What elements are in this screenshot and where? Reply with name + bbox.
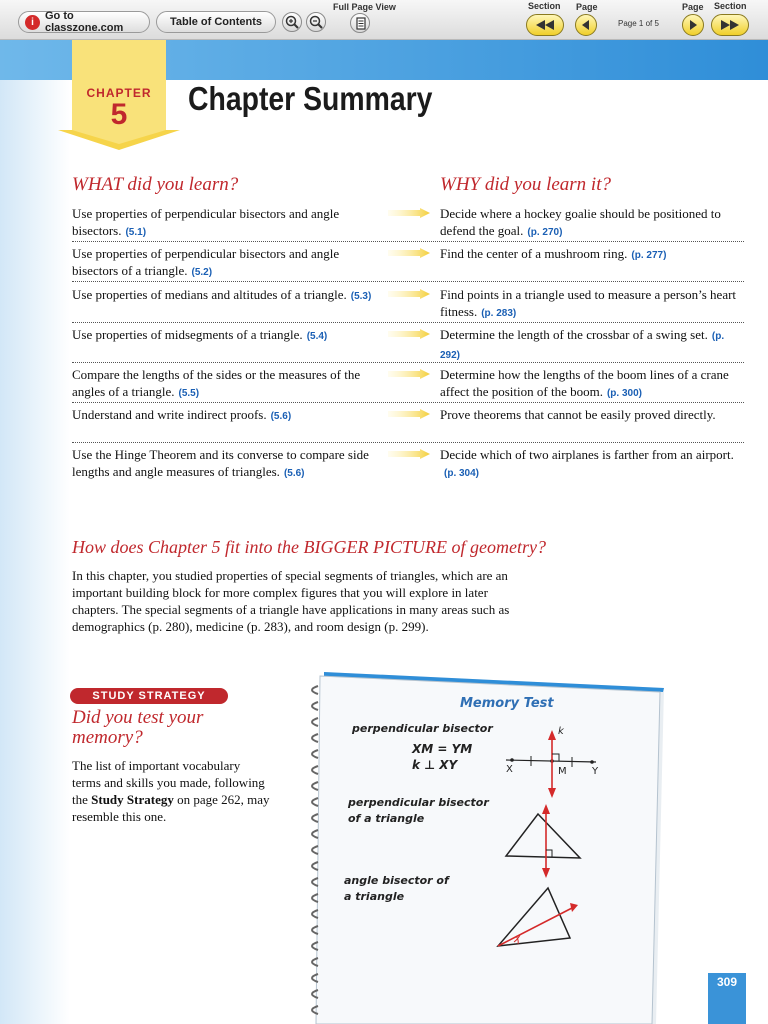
study-strategy-badge: STUDY STRATEGY xyxy=(70,688,228,704)
classzone-logo-icon: i xyxy=(25,15,40,30)
notebook-item-1: perpendicular bisector xyxy=(352,722,493,735)
table-of-contents-button[interactable] xyxy=(156,11,276,33)
arrow-icon xyxy=(388,409,430,419)
margin-gradient xyxy=(0,80,70,1024)
what-text: Use properties of perpendicular bisectors and angle bisectors. xyxy=(72,206,340,238)
page-prev-label: Page xyxy=(576,2,598,12)
what-heading: WHAT did you learn? xyxy=(72,174,239,195)
why-cell xyxy=(440,245,746,264)
page-prev-icon[interactable] xyxy=(575,14,597,36)
summary-row xyxy=(72,244,744,282)
arrow-icon xyxy=(388,329,430,339)
chapter-number: 5 xyxy=(110,98,128,131)
zoom-in-icon[interactable] xyxy=(282,12,302,32)
why-text: Determine how the lengths of the boom lines of a crane affect the position of the boom. xyxy=(440,367,729,399)
bigger-picture-body: In this chapter, you studied properties of special segments of triangles, which are an important building block for more complex figures that you will explore in later chapters. The special segments of a triangle have applications in many areas such as demographics (p. 280), medicine (p. 283), and room design (p. 299). xyxy=(72,568,510,634)
arrow-icon xyxy=(388,208,430,218)
notebook-item-2a: perpendicular bisector xyxy=(348,796,489,809)
arrow-icon xyxy=(388,289,430,299)
page-ref-link[interactable]: (p. 292) xyxy=(440,331,725,361)
page-ref-link[interactable]: (p. 300) xyxy=(606,388,642,399)
full-page-view-icon[interactable] xyxy=(350,13,370,33)
section-ref-link[interactable]: (5.2) xyxy=(191,267,213,278)
what-text: Use properties of perpendicular bisectors and angle bisectors of a triangle. xyxy=(72,246,340,278)
why-text: Find the center of a mushroom ring. xyxy=(440,246,628,261)
section-prev-label: Section xyxy=(528,1,561,11)
chapter-tab xyxy=(58,40,180,150)
summary-row xyxy=(72,445,744,501)
page-ref-link[interactable]: (p. 283) xyxy=(481,308,517,319)
notebook-drawing xyxy=(300,660,680,1024)
summary-row xyxy=(72,204,744,242)
what-text: Understand and write indirect proofs. xyxy=(72,407,267,422)
summary-row xyxy=(72,365,744,403)
study-body-text: The list of important vocabulary terms and skills you made, following the xyxy=(72,758,265,807)
notebook-eq-1: XM = YM xyxy=(412,742,473,756)
what-text: Use properties of medians and altitudes of a triangle. xyxy=(72,287,347,302)
label-m: M xyxy=(558,766,567,777)
what-text: Use the Hinge Theorem and its converse to compare side lengths and angle measures of triangles. xyxy=(72,447,369,479)
study-body-text-end: on page 262, may resemble this one. xyxy=(72,792,270,824)
toc-label: Table of Contents xyxy=(169,16,263,28)
page-ref-link[interactable]: (p. 277) xyxy=(631,250,667,261)
section-ref-link[interactable]: (5.5) xyxy=(178,388,200,399)
what-cell xyxy=(72,406,372,425)
section-ref-link[interactable]: (5.6) xyxy=(283,468,305,479)
label-y: Y xyxy=(592,766,599,777)
section-ref-link[interactable]: (5.4) xyxy=(306,331,328,342)
why-heading: WHY did you learn it? xyxy=(440,174,611,195)
summary-row xyxy=(72,325,744,363)
why-cell xyxy=(440,406,746,425)
why-cell xyxy=(440,286,746,322)
study-body xyxy=(72,757,272,825)
page-status: Page 1 of 5 xyxy=(618,19,659,28)
what-cell xyxy=(72,205,372,241)
why-cell xyxy=(440,326,746,364)
chapter-label: CHAPTER xyxy=(86,86,152,100)
zoom-out-icon[interactable] xyxy=(306,12,326,32)
notebook-item-3b: a triangle xyxy=(344,890,405,903)
what-text: Compare the lengths of the sides or the measures of the angles of a triangle. xyxy=(72,367,361,399)
summary-row xyxy=(72,405,744,443)
what-cell xyxy=(72,366,372,402)
study-heading: Did you test your memory? xyxy=(72,707,204,748)
what-cell xyxy=(72,286,372,305)
why-text: Decide which of two airplanes is farther from an airport. xyxy=(440,447,734,462)
arrow-icon xyxy=(388,449,430,459)
section-next-icon[interactable] xyxy=(711,14,749,36)
what-cell xyxy=(72,245,372,281)
summary-row xyxy=(72,285,744,323)
why-text: Determine the length of the crossbar of a swing set. xyxy=(440,327,708,342)
section-prev-icon[interactable] xyxy=(526,14,564,36)
notebook-title: Memory Test xyxy=(460,696,554,711)
classzone-label: Go to classzone.com xyxy=(45,10,124,34)
what-cell xyxy=(72,446,372,482)
arrow-icon xyxy=(388,248,430,258)
notebook-eq-2: k ⊥ XY xyxy=(412,758,458,772)
what-text: Use properties of midsegments of a triangle. xyxy=(72,327,303,342)
section-ref-link[interactable]: (5.3) xyxy=(350,291,372,302)
toolbar xyxy=(0,0,768,40)
why-cell xyxy=(440,205,746,241)
study-strategy-term: Study Strategy xyxy=(91,792,174,807)
why-text: Decide where a hockey goalie should be positioned to defend the goal. xyxy=(440,206,721,238)
bigger-picture-heading: How does Chapter 5 fit into the BIGGER PICTURE of geometry? xyxy=(72,537,546,557)
page-next-icon[interactable] xyxy=(682,14,704,36)
full-page-view-label: Full Page View xyxy=(333,2,396,12)
label-k: k xyxy=(558,726,564,737)
spiral-binding xyxy=(312,686,318,1014)
memory-test-notebook xyxy=(300,660,680,1024)
arrow-icon xyxy=(388,369,430,379)
section-ref-link[interactable]: (5.6) xyxy=(270,411,292,422)
why-cell xyxy=(440,446,746,482)
page-number: 309 xyxy=(708,973,746,1024)
why-cell xyxy=(440,366,746,402)
page-ref-link[interactable]: (p. 304) xyxy=(444,468,480,479)
section-next-label: Section xyxy=(714,1,747,11)
page-title: Chapter Summary xyxy=(188,80,433,117)
label-x: X xyxy=(506,764,513,775)
notebook-item-2b: of a triangle xyxy=(348,812,425,825)
classzone-button[interactable] xyxy=(18,11,150,33)
page-ref-link[interactable]: (p. 270) xyxy=(527,227,563,238)
notebook-item-3a: angle bisector of xyxy=(344,874,449,887)
why-text: Find points in a triangle used to measure a person’s heart fitness. xyxy=(440,287,737,319)
why-text: Prove theorems that cannot be easily proved directly. xyxy=(440,407,716,422)
page-next-label: Page xyxy=(682,2,704,12)
what-cell xyxy=(72,326,372,345)
section-ref-link[interactable]: (5.1) xyxy=(125,227,147,238)
